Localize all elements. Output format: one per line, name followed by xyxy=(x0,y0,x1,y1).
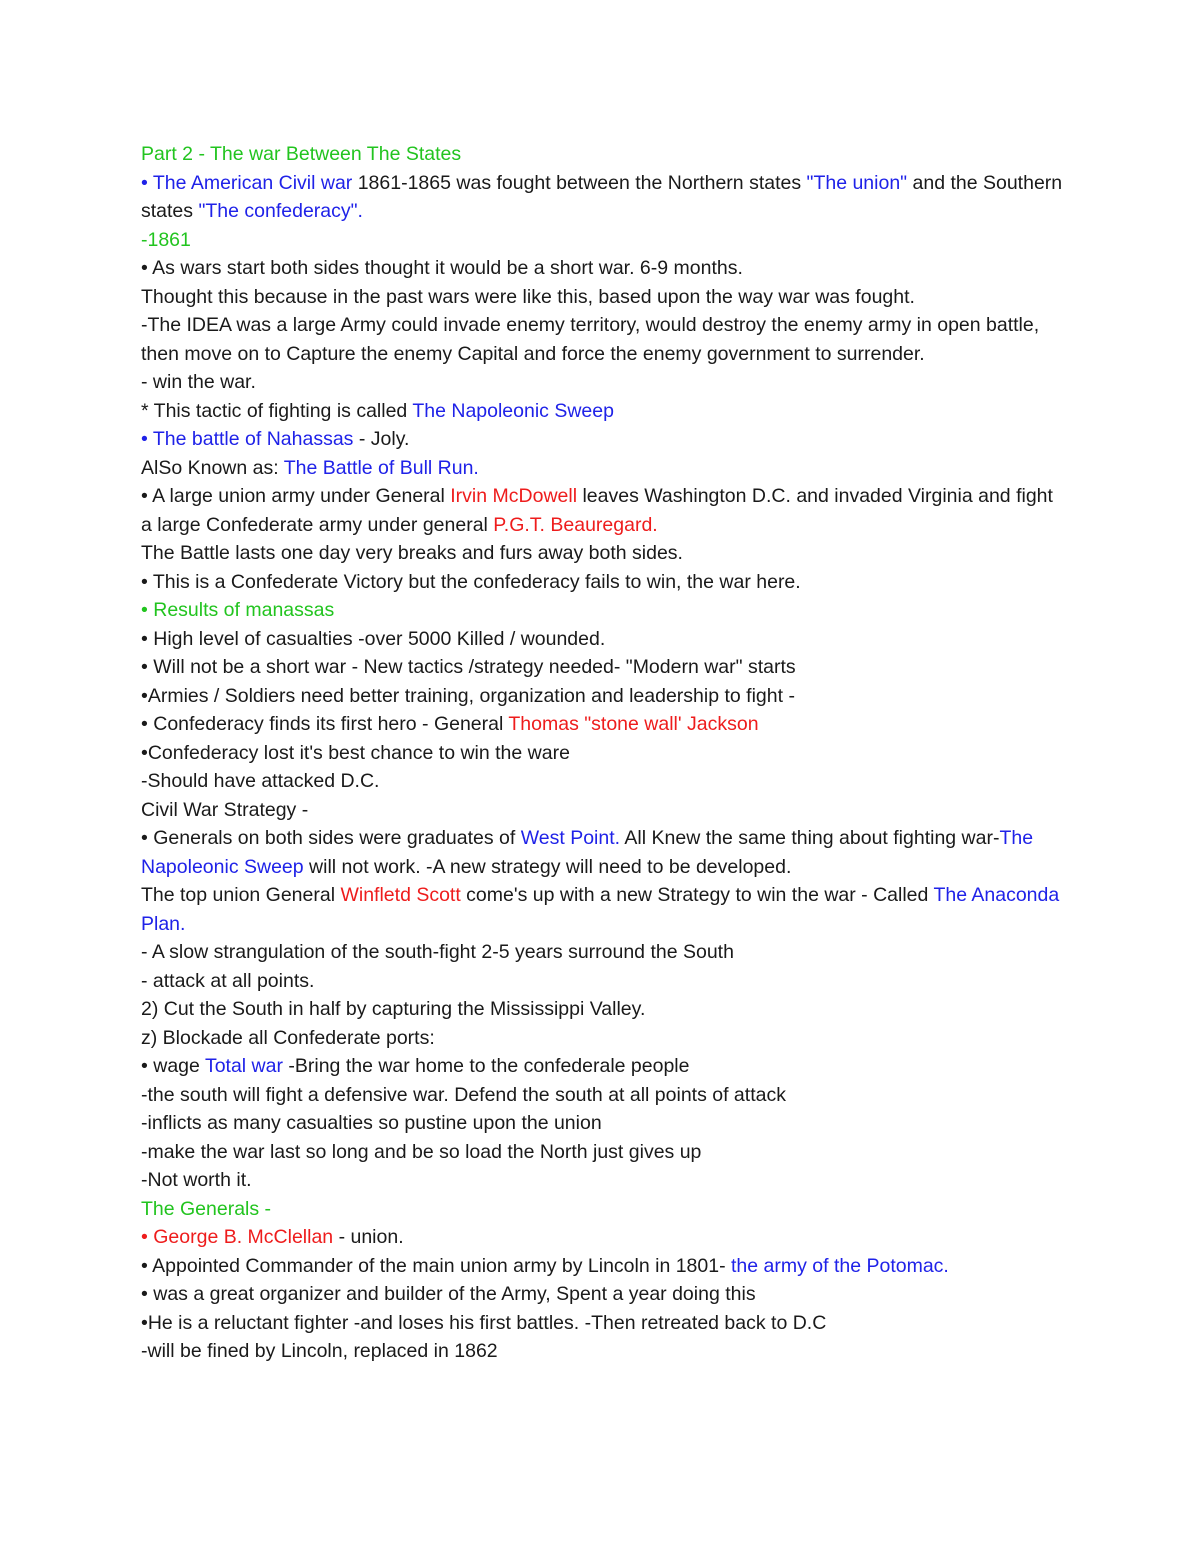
text-line xyxy=(141,596,1066,625)
text-segment: • The battle of Nahassas xyxy=(141,428,354,450)
text-segment: -Not worth it. xyxy=(141,1169,252,1191)
text-line xyxy=(141,1166,1066,1195)
text-segment: "The union" xyxy=(806,171,908,194)
text-line xyxy=(141,767,1066,796)
text-segment: AlSo Known as: xyxy=(141,456,284,479)
text-line xyxy=(141,140,1066,169)
text-line xyxy=(141,967,1066,996)
text-segment: the army of the Potomac. xyxy=(731,1254,949,1277)
text-segment: •He is a reluctant fighter -and loses his first battles. -Then retreated back to D.C xyxy=(141,1311,827,1334)
text-segment: will not work. -A new strategy will need to be developed. xyxy=(303,855,792,878)
text-line xyxy=(141,1052,1066,1081)
text-line xyxy=(141,568,1066,597)
text-segment: • was a great organizer and builder of the Army, Spent a year doing this xyxy=(141,1283,756,1305)
text-segment: - win the war. xyxy=(141,371,256,393)
text-segment: Part 2 - The war Between The States xyxy=(141,143,462,165)
text-segment: Thomas "stone wall' Jackson xyxy=(508,713,759,735)
text-segment: The Napoleonic Sweep xyxy=(141,827,1034,878)
text-segment: leaves Washington D.C. and invaded Virginia and fight a large Confederate army under general xyxy=(141,485,1053,536)
text-segment: Total war xyxy=(204,1055,283,1077)
text-segment: The Napoleonic Sweep xyxy=(412,399,614,422)
text-segment: •Armies / Soldiers need better training, organization and leadership to fight - xyxy=(141,684,795,707)
text-segment: The Anaconda Plan. xyxy=(141,884,1060,935)
text-line xyxy=(141,1138,1066,1167)
text-line xyxy=(141,938,1066,967)
text-segment: * This tactic of fighting is called xyxy=(141,399,413,422)
text-segment: - Joly. xyxy=(353,428,410,450)
text-line xyxy=(141,283,1066,312)
text-segment: • A large union army under General xyxy=(141,485,451,507)
text-segment: • Confederacy finds its first hero - General xyxy=(141,713,509,735)
text-segment: • wage xyxy=(141,1055,205,1077)
text-line xyxy=(141,368,1066,397)
text-segment: Irvin McDowell xyxy=(450,485,578,507)
text-line xyxy=(141,1280,1066,1309)
text-segment: •Confederacy lost it's best chance to win the ware xyxy=(141,741,570,764)
text-line xyxy=(141,739,1066,768)
text-line xyxy=(141,482,1066,539)
text-segment: • Generals on both sides were graduates of xyxy=(141,827,521,849)
text-segment: -Should have attacked D.C. xyxy=(141,770,380,792)
text-segment: -Bring the war home to the confederale people xyxy=(282,1055,690,1077)
text-line xyxy=(141,226,1066,255)
text-line xyxy=(141,682,1066,711)
text-line xyxy=(141,254,1066,283)
text-line xyxy=(141,1223,1066,1252)
text-line xyxy=(141,454,1066,483)
text-segment: z) Blockade all Confederate ports: xyxy=(141,1026,435,1049)
text-line xyxy=(141,1309,1066,1338)
text-line xyxy=(141,710,1066,739)
text-segment: West Point. xyxy=(520,827,621,849)
text-line xyxy=(141,653,1066,682)
text-segment: • George B. McClellan xyxy=(141,1226,334,1248)
text-segment: -1861 xyxy=(141,228,191,251)
text-segment: • Results of manassas xyxy=(141,599,335,621)
text-line xyxy=(141,311,1066,368)
text-segment: -The IDEA was a large Army could invade enemy territory, would destroy the enemy army in open battle, then move on to Capture the enemy Capital and force the enemy government to surrender. xyxy=(141,314,1040,365)
text-segment: • As wars start both sides thought it would be a short war. 6-9 months. xyxy=(141,257,743,279)
document-body xyxy=(141,140,1066,1366)
text-line xyxy=(141,397,1066,426)
text-line xyxy=(141,995,1066,1024)
text-segment: The Generals - xyxy=(141,1197,272,1220)
text-line xyxy=(141,169,1066,226)
text-line xyxy=(141,1024,1066,1053)
text-segment: - union. xyxy=(333,1226,404,1248)
text-segment: • Appointed Commander of the main union army by Lincoln in 1801- xyxy=(141,1254,731,1277)
text-segment: P.G.T. Beauregard. xyxy=(493,513,658,536)
text-segment: Thought this because in the past wars were like this, based upon the way war was fought. xyxy=(141,285,915,308)
text-segment: • High level of casualties -over 5000 Killed / wounded. xyxy=(141,627,606,650)
text-segment: • Will not be a short war - New tactics /strategy needed- "Modern war" starts xyxy=(141,656,796,678)
text-segment: -will be fined by Lincoln, replaced in 1862 xyxy=(141,1340,498,1362)
text-segment: The Battle lasts one day very breaks and furs away both sides. xyxy=(141,542,683,564)
text-line xyxy=(141,625,1066,654)
text-segment: The top union General xyxy=(141,884,341,906)
text-segment: -inflicts as many casualties so pustine upon the union xyxy=(141,1112,602,1134)
text-segment: • The American Civil war xyxy=(141,171,353,194)
text-segment: -make the war last so long and be so load the North just gives up xyxy=(141,1140,702,1163)
text-segment: 2) Cut the South in half by capturing the Mississippi Valley. xyxy=(141,998,646,1020)
text-line xyxy=(141,1337,1066,1366)
text-line xyxy=(141,425,1066,454)
text-segment: - A slow strangulation of the south-fight 2-5 years surround the South xyxy=(141,941,734,963)
text-line xyxy=(141,1109,1066,1138)
text-line xyxy=(141,1081,1066,1110)
text-segment: The Battle of Bull Run. xyxy=(283,456,479,479)
text-line xyxy=(141,824,1066,881)
text-segment: - attack at all points. xyxy=(141,969,315,992)
text-segment: and the Southern states xyxy=(141,171,1063,222)
text-line xyxy=(141,1195,1066,1224)
text-segment: Civil War Strategy - xyxy=(141,798,309,821)
text-segment: come's up with a new Strategy to win the war - Called xyxy=(460,884,934,906)
text-segment: 1861-1865 was fought between the Northern states xyxy=(352,171,807,194)
text-segment: Winfletd Scott xyxy=(340,884,461,906)
text-segment: "The confederacy". xyxy=(198,200,363,222)
text-line xyxy=(141,796,1066,825)
text-line xyxy=(141,881,1066,938)
text-line xyxy=(141,1252,1066,1281)
text-segment: -the south will fight a defensive war. Defend the south at all points of attack xyxy=(141,1083,786,1106)
text-line xyxy=(141,539,1066,568)
text-segment: All Knew the same thing about fighting war- xyxy=(620,827,1000,849)
text-segment: • This is a Confederate Victory but the confederacy fails to win, the war here. xyxy=(141,570,801,593)
